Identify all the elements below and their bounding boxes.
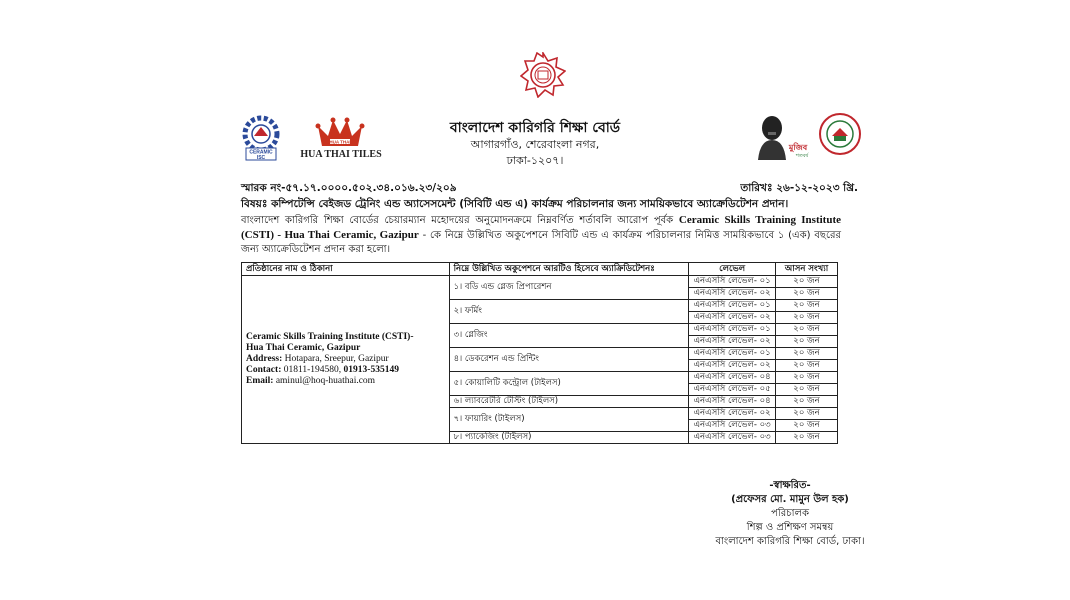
level-cell: এনএসসি লেভেল- ০৩ — [689, 432, 776, 444]
institute-name-2: Hua Thai Ceramic, Gazipur — [246, 343, 361, 353]
occupation-name: ৭। ফায়ারিং (টাইলস) — [449, 408, 689, 432]
seats-cell: ২০ জন — [776, 336, 838, 348]
occupation-name: ৬। ল্যাবরেটরি টেস্টিং (টাইলস) — [449, 396, 689, 408]
level-cell: এনএসসি লেভেল- ০২ — [689, 408, 776, 420]
occupation-name: ৮। প্যাকেজিং (টাইলস) — [449, 432, 689, 444]
seats-cell: ২০ জন — [776, 276, 838, 288]
svg-text:CERAMIC: CERAMIC — [249, 149, 273, 156]
address-label: Address: — [246, 354, 283, 364]
level-cell: এনএসসি লেভেল- ০২ — [689, 288, 776, 300]
seats-cell: ২০ জন — [776, 360, 838, 372]
signatory-designation: পরিচালক — [771, 508, 809, 519]
institute-email: aminul@hoq-huathai.com — [273, 376, 376, 386]
board-seal-icon — [520, 52, 566, 98]
occupation-name: ২। ফর্মিং — [449, 300, 689, 324]
level-cell: এনএসসি লেভেল- ০১ — [689, 276, 776, 288]
level-cell: এনএসসি লেভেল- ০৪ — [689, 396, 776, 408]
body-text-2: - কে নিম্নে উল্লিখিত অকুপেশনে সিবিটি এন্ড এ কার্যক্রম পরিচালনার নিমিত্ত সাময়িকভাবে ১ (এক) বছরের জন্য অ্যাক্রেডিটেশন প্রদান করা হলো। — [241, 230, 841, 255]
body-institute-name: Ceramic Skills Training Institute (CSTI) - Hua Thai Ceramic, Gazipur — [241, 214, 841, 241]
header-seats: আসন সংখ্যা — [776, 263, 838, 276]
memo-reference: স্মারক নং-৫৭.১৭.০০০০.৫০২.৩৪.০১৬.২৩/২০৯ — [241, 182, 457, 194]
institute-cell — [242, 276, 450, 444]
address-line-1: আগারগাঁও, শেরেবাংলা নগর, — [470, 138, 600, 151]
seats-cell: ২০ জন — [776, 408, 838, 420]
svg-text:শতবর্ষ: শতবর্ষ — [795, 153, 809, 159]
institute-contact-a: 01811-194580, — [281, 365, 344, 375]
mujib-portrait-logo — [752, 110, 812, 160]
level-cell: এনএসসি লেভেল- ০২ — [689, 360, 776, 372]
header-level: লেভেল — [689, 263, 776, 276]
seats-cell: ২০ জন — [776, 348, 838, 360]
board-name: বাংলাদেশ কারিগরি শিক্ষা বোর্ড — [449, 120, 621, 136]
occupation-name: ৫। কোয়ালিটি কন্ট্রোল (টাইলস) — [449, 372, 689, 396]
ceramic-isc-logo — [236, 114, 286, 162]
round-emblem-logo — [818, 112, 862, 156]
seats-cell: ২০ জন — [776, 288, 838, 300]
seats-cell: ২০ জন — [776, 384, 838, 396]
institute-name: Ceramic Skills Training Institute (CSTI)- — [246, 332, 414, 342]
contact-label: Contact: — [246, 365, 282, 375]
table-header-row — [242, 263, 838, 276]
svg-text:ISC: ISC — [256, 155, 266, 161]
seats-cell: ২০ জন — [776, 432, 838, 444]
email-label: Email: — [246, 376, 274, 386]
memo-subject: বিষয়ঃ কম্পিটেন্সি বেইজড ট্রেনিং এন্ড অ্যাসেসমেন্ট (সিবিটি এন্ড এ) কার্যক্রম পরিচালনার জন্য সাময়িকভাবে অ্যাক্রেডিটেশন প্রদান। — [241, 198, 789, 210]
occupation-name: ৩। গ্লেজিং — [449, 324, 689, 348]
table-row — [242, 276, 838, 288]
institute-address: Hotapara, Sreepur, Gazipur — [282, 354, 389, 364]
svg-text:HUA THAI: HUA THAI — [329, 139, 351, 145]
header-occupation: নিম্নে উল্লিখিত অকুপেশনে আরটিও হিসেবে অ্যাক্রিডিটেশনঃ — [449, 263, 689, 276]
memo-date: তারিখঃ ২৬-১২-২০২৩ খ্রি. — [740, 182, 858, 194]
memo-body — [241, 213, 841, 257]
address-line-2: ঢাকা-১২০৭। — [506, 154, 564, 167]
signatory-name: (প্রফেসর মো. মামুন উল হক) — [731, 494, 849, 505]
seats-cell: ২০ জন — [776, 420, 838, 432]
signed-label: -স্বাক্ষরিত- — [769, 480, 811, 491]
header-institute: প্রতিষ্ঠানের নাম ও ঠিকানা — [242, 263, 450, 276]
seats-cell: ২০ জন — [776, 324, 838, 336]
level-cell: এনএসসি লেভেল- ০২ — [689, 312, 776, 324]
signatory-office: বাংলাদেশ কারিগরি শিক্ষা বোর্ড, ঢাকা। — [715, 536, 865, 547]
accreditation-table — [241, 262, 838, 444]
body-text-1: বাংলাদেশ কারিগরি শিক্ষা বোর্ডের চেয়ারম্যান মহোদয়ের অনুমোদনক্রমে নিম্নবর্ণিত শর্তাবলি আরোপ পূর্বক — [241, 215, 679, 226]
level-cell: এনএসসি লেভেল- ০৪ — [689, 372, 776, 384]
seats-cell: ২০ জন — [776, 300, 838, 312]
signature-block — [700, 479, 880, 549]
occupation-name: ১। বডি এন্ড গ্লেজ প্রিপারেশন — [449, 276, 689, 300]
seats-cell: ২০ জন — [776, 396, 838, 408]
level-cell: এনএসসি লেভেল- ০৩ — [689, 420, 776, 432]
seats-cell: ২০ জন — [776, 372, 838, 384]
seats-cell: ২০ জন — [776, 312, 838, 324]
institute-contact-b: 01913-535149 — [343, 365, 399, 375]
signatory-department: শিল্প ও প্রশিক্ষণ সমন্বয় — [746, 522, 834, 533]
level-cell: এনএসসি লেভেল- ০১ — [689, 324, 776, 336]
level-cell: এনএসসি লেভেল- ০১ — [689, 348, 776, 360]
level-cell: এনএসসি লেভেল- ০১ — [689, 300, 776, 312]
brand-name: HUA THAI TILES — [300, 149, 382, 160]
svg-text:মুজিব: মুজিব — [788, 143, 808, 152]
level-cell: এনএসসি লেভেল- ০৫ — [689, 384, 776, 396]
level-cell: এনএসসি লেভেল- ০২ — [689, 336, 776, 348]
occupation-name: ৪। ডেকরেশন এন্ড প্রিন্টিং — [449, 348, 689, 372]
